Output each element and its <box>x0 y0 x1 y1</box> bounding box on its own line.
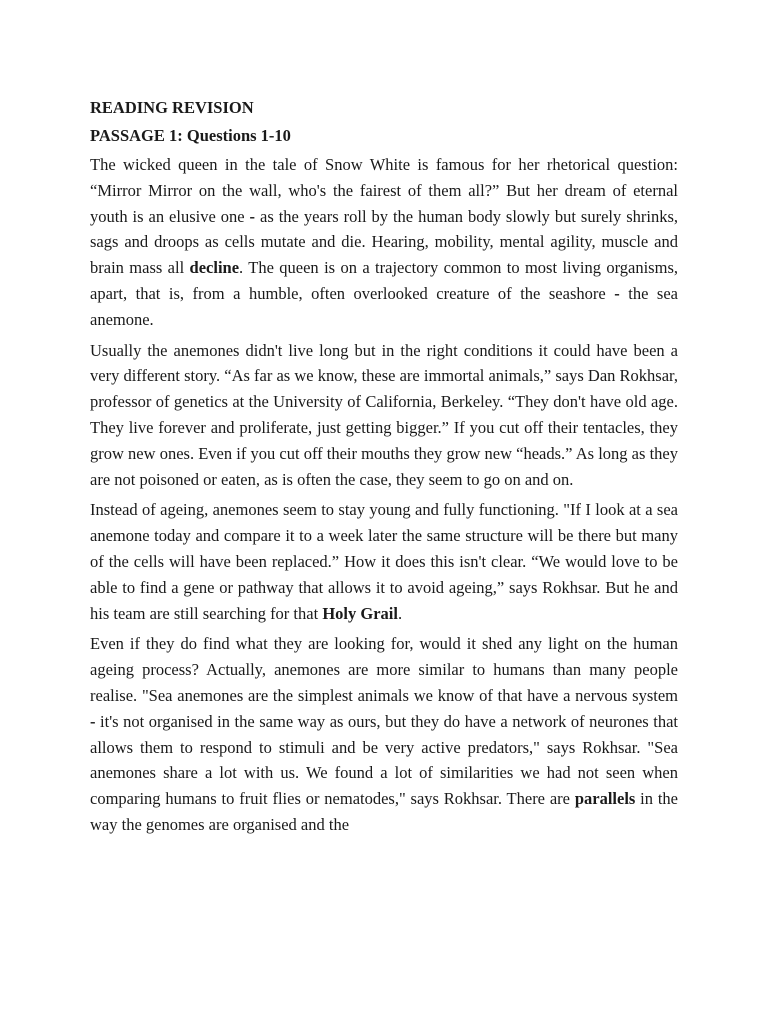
vocab-holy-grail: Holy Grail <box>322 603 398 623</box>
paragraph-1-text-c: . The queen is on a trajectory common to most living organisms, apart, that is, from a humble, often overlooked creature of the seashore <box>90 258 678 303</box>
paragraph-4 <box>90 631 678 837</box>
paragraph-1-text-a: The wicked queen in the tale of Snow White is famous for her rhetorical question: “Mirror Mirror on the wall, who's the fairest of them all?” But her dream of eternal youth is an elusive one <box>90 155 678 226</box>
paragraph-1-text-b: as the years roll by the human body slowly but surely shrinks, sags and droops as cells mutate and die. Hearing, mobility, mental agility, muscle and brain mass all <box>90 206 678 278</box>
paragraph-3-text-b: . <box>397 603 403 623</box>
paragraph-4-dash-1: - <box>90 711 96 731</box>
paragraph-2: Usually the anemones didn't live long but in the right conditions it could have been a very different story. “As far as we know, these are immortal animals,” says Dan Rokhsar, professor of genetics at the University of California, Berkeley. “They don't have old age. They live forever and proliferate, just getting bigger.” If you cut off their tentacles, they grow new ones. Even if you cut off their mouths they grow new “heads.” As long as they are not poisoned or eaten, as is often the case, they seem to go on and on. <box>90 340 678 489</box>
vocab-decline: decline <box>189 258 240 278</box>
vocab-parallels: parallels <box>574 789 636 809</box>
paragraph-4-text-b: it's not organised in the same way as ours, but they do have a network of neurones that allows them to respond to stimuli and be very active predators," says Rokhsar. "Sea anemones share a lot with us. We found a lot of similarities we had not seen when comparing humans to fruit flies or nematodes," says Rokhsar. There are <box>90 711 678 809</box>
paragraph-1 <box>90 152 678 333</box>
paragraph-1-text-d: the sea anemone. <box>90 283 678 329</box>
paragraph-3 <box>90 497 678 626</box>
document-heading: READING REVISION <box>90 98 254 117</box>
paragraph-4-text-a: Even if they do find what they are looking for, would it shed any light on the human ageing process? Actually, anemones are more similar to humans than many people realise. "Sea anemones are the simplest animals we know of that have a nervous system <box>90 634 678 705</box>
document-page <box>90 96 678 843</box>
paragraph-1-dash-1: - <box>249 206 256 226</box>
paragraph-3-text-a: Instead of ageing, anemones seem to stay young and fully functioning. "If I look at a sea anemone today and compare it to a week later the same structure will be there but many of the cells will have been replaced.” How it does this isn't clear. “We would love to be able to find a gene or pathway that allows it to avoid ageing,” says Rokhsar. But he and his team are still searching for that <box>90 500 678 623</box>
paragraph-4-text-c: in the way the genomes are organised and the <box>90 789 678 834</box>
paragraph-1-dash-2: - <box>614 283 620 303</box>
passage-heading: PASSAGE 1: Questions 1-10 <box>90 126 291 145</box>
